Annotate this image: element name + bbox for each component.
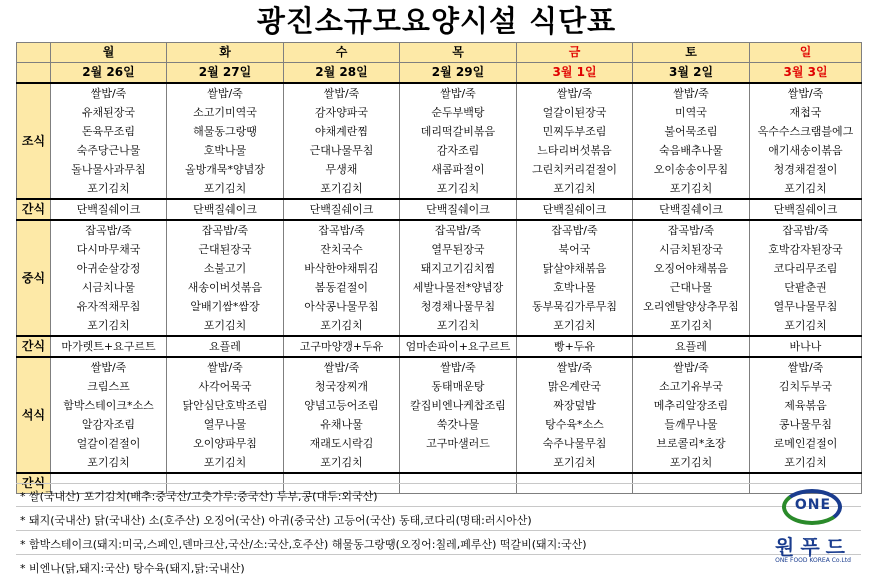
snack-cell: 고구마양갱+두유 xyxy=(284,336,400,357)
meal-label: 간식 xyxy=(17,199,51,220)
menu-cell: 돈육무조림 xyxy=(51,122,167,141)
menu-cell: 로메인겉절이 xyxy=(750,434,862,453)
menu-cell: 동부묵김가루무침 xyxy=(517,297,633,316)
menu-cell: 포기김치 xyxy=(750,453,862,473)
menu-cell: 오리엔탈양상추무침 xyxy=(633,297,750,316)
menu-cell: 감자조림 xyxy=(400,141,517,160)
menu-cell: 포기김치 xyxy=(400,316,517,336)
menu-cell: 유채나물 xyxy=(284,415,400,434)
meal-row xyxy=(17,453,862,473)
menu-cell: 세발나물전*양념장 xyxy=(400,278,517,297)
menu-cell: 닭안심단호박조림 xyxy=(167,396,284,415)
menu-cell: 포기김치 xyxy=(750,179,862,199)
menu-cell: 순두부백탕 xyxy=(400,103,517,122)
menu-cell: 잡곡밥/죽 xyxy=(51,220,167,240)
menu-cell: 쌀밥/죽 xyxy=(633,83,750,103)
corner-cell xyxy=(17,43,51,63)
menu-cell: 유채된장국 xyxy=(51,103,167,122)
menu-cell: 맑은계란국 xyxy=(517,377,633,396)
menu-cell: 열무나물무침 xyxy=(750,297,862,316)
snack-cell: 엄마손파이+요구르트 xyxy=(400,336,517,357)
day-name: 수 xyxy=(284,43,400,63)
menu-cell xyxy=(400,453,517,473)
origin-notes xyxy=(16,483,861,578)
origin-note: * 함박스테이크(돼지:미국,스페인,덴마크산,국산/소:국산,호주산) 해물동그랑땡(오징어:칠레,페루산) 떡갈비(돼지:국산) xyxy=(20,538,587,551)
day-date: 2월 26일 xyxy=(51,63,167,84)
menu-cell: 불어묵조림 xyxy=(633,122,750,141)
snack-cell: 단백질쉐이크 xyxy=(633,199,750,220)
menu-cell: 쌀밥/죽 xyxy=(51,357,167,377)
menu-cell: 열무된장국 xyxy=(400,240,517,259)
menu-cell: 포기김치 xyxy=(284,316,400,336)
meal-row xyxy=(17,240,862,259)
day-name: 토 xyxy=(633,43,750,63)
meal-row xyxy=(17,141,862,160)
menu-cell: 코다리무조림 xyxy=(750,259,862,278)
meal-row xyxy=(17,278,862,297)
menu-cell: 열무나물 xyxy=(167,415,284,434)
meal-row xyxy=(17,434,862,453)
menu-cell: 소고기유부국 xyxy=(633,377,750,396)
menu-cell: 함박스테이크*소스 xyxy=(51,396,167,415)
menu-cell: 잡곡밥/죽 xyxy=(750,220,862,240)
day-date: 2월 27일 xyxy=(167,63,284,84)
day-date: 3월 2일 xyxy=(633,63,750,84)
snack-cell: 바나나 xyxy=(750,336,862,357)
day-date: 3월 1일 xyxy=(517,63,633,84)
day-name: 일 xyxy=(750,43,862,63)
menu-cell: 메추리알장조림 xyxy=(633,396,750,415)
menu-cell: 잔치국수 xyxy=(284,240,400,259)
menu-cell: 아삭콩나물무침 xyxy=(284,297,400,316)
menu-cell: 잡곡밥/죽 xyxy=(633,220,750,240)
snack-cell: 요플레 xyxy=(167,336,284,357)
menu-cell: 미역국 xyxy=(633,103,750,122)
menu-cell: 양념고등어조림 xyxy=(284,396,400,415)
menu-cell: 근대나물무침 xyxy=(284,141,400,160)
menu-cell: 쌀밥/죽 xyxy=(400,357,517,377)
menu-cell: 닭살야채볶음 xyxy=(517,259,633,278)
menu-cell: 소고기미역국 xyxy=(167,103,284,122)
menu-cell: 애기새송이볶음 xyxy=(750,141,862,160)
day-date: 2월 29일 xyxy=(400,63,517,84)
menu-cell: 오이송송이무침 xyxy=(633,160,750,179)
meal-row xyxy=(17,179,862,199)
menu-cell: 쌀밥/죽 xyxy=(750,83,862,103)
corner-cell xyxy=(17,63,51,84)
meal-row xyxy=(17,297,862,316)
menu-cell: 쌀밥/죽 xyxy=(167,83,284,103)
menu-cell: 얼갈이겉절이 xyxy=(51,434,167,453)
meal-row xyxy=(17,160,862,179)
menu-cell: 크림스프 xyxy=(51,377,167,396)
menu-cell: 단팥춘권 xyxy=(750,278,862,297)
day-header-row xyxy=(17,43,862,63)
snack-cell: 단백질쉐이크 xyxy=(750,199,862,220)
meal-row xyxy=(17,316,862,336)
menu-cell: 쌀밥/죽 xyxy=(750,357,862,377)
menu-cell: 시금치나물 xyxy=(51,278,167,297)
menu-cell: 쌀밥/죽 xyxy=(517,83,633,103)
meal-row xyxy=(17,220,862,240)
menu-cell: 청경채나물무침 xyxy=(400,297,517,316)
menu-cell: 잡곡밥/죽 xyxy=(284,220,400,240)
menu-cell: 알배기쌈*쌈장 xyxy=(167,297,284,316)
menu-cell: 호박나물 xyxy=(167,141,284,160)
menu-cell: 포기김치 xyxy=(517,316,633,336)
snack-row xyxy=(17,336,862,357)
menu-cell: 오징어야채볶음 xyxy=(633,259,750,278)
menu-cell: 바삭한야채튀김 xyxy=(284,259,400,278)
menu-cell: 다시마무채국 xyxy=(51,240,167,259)
menu-cell: 시금치된장국 xyxy=(633,240,750,259)
menu-cell: 포기김치 xyxy=(167,316,284,336)
menu-cell: 호박감자된장국 xyxy=(750,240,862,259)
menu-cell: 야채계란찜 xyxy=(284,122,400,141)
menu-cell: 고구마샐러드 xyxy=(400,434,517,453)
day-date: 3월 3일 xyxy=(750,63,862,84)
meal-row xyxy=(17,83,862,103)
menu-cell: 숙주당근나물 xyxy=(51,141,167,160)
snack-cell: 마가렛트+요구르트 xyxy=(51,336,167,357)
menu-cell: 포기김치 xyxy=(51,453,167,473)
snack-cell: 단백질쉐이크 xyxy=(51,199,167,220)
snack-cell: 단백질쉐이크 xyxy=(400,199,517,220)
menu-cell: 유자적채무침 xyxy=(51,297,167,316)
menu-cell: 포기김치 xyxy=(517,179,633,199)
meal-label: 조식 xyxy=(17,83,51,199)
menu-cell: 데리떡갈비볶음 xyxy=(400,122,517,141)
meal-label: 간식 xyxy=(17,473,51,494)
menu-cell: 돼지고기김치찜 xyxy=(400,259,517,278)
menu-cell: 쌀밥/죽 xyxy=(400,83,517,103)
menu-cell: 청국장찌개 xyxy=(284,377,400,396)
menu-cell: 근대된장국 xyxy=(167,240,284,259)
menu-cell: 쌀밥/죽 xyxy=(284,357,400,377)
date-header-row xyxy=(17,63,862,84)
menu-cell: 포기김치 xyxy=(51,316,167,336)
logo-mark: ONE xyxy=(794,497,832,513)
menu-cell: 호박나물 xyxy=(517,278,633,297)
menu-cell: 포기김치 xyxy=(400,179,517,199)
menu-cell: 포기김치 xyxy=(167,179,284,199)
meal-row xyxy=(17,357,862,377)
menu-cell: 포기김치 xyxy=(633,316,750,336)
meal-label: 중식 xyxy=(17,220,51,336)
menu-cell: 콩나물무침 xyxy=(750,415,862,434)
day-name: 월 xyxy=(51,43,167,63)
menu-cell: 숙주나물무침 xyxy=(517,434,633,453)
menu-cell: 재래도시락김 xyxy=(284,434,400,453)
page-title: 광진소규모요양시설 식단표 xyxy=(256,4,617,38)
origin-note: * 쌀(국내산) 포기김치(배추:중국산/고춧가루:중국산) 두부,콩(대두:외국산) xyxy=(20,490,378,503)
day-name: 금 xyxy=(517,43,633,63)
menu-cell: 포기김치 xyxy=(167,453,284,473)
menu-cell: 민찌두부조림 xyxy=(517,122,633,141)
one-food-logo xyxy=(770,487,860,577)
menu-cell: 잡곡밥/죽 xyxy=(167,220,284,240)
menu-cell: 쌀밥/죽 xyxy=(51,83,167,103)
menu-cell: 잡곡밥/죽 xyxy=(400,220,517,240)
menu-cell: 감자양파국 xyxy=(284,103,400,122)
menu-cell: 쑥갓나물 xyxy=(400,415,517,434)
menu-cell: 그린치커리겉절이 xyxy=(517,160,633,179)
meal-row xyxy=(17,396,862,415)
menu-table xyxy=(16,42,862,494)
menu-cell: 북어국 xyxy=(517,240,633,259)
menu-cell: 무생채 xyxy=(284,160,400,179)
menu-cell: 새송이버섯볶음 xyxy=(167,278,284,297)
menu-cell: 브로콜리*초장 xyxy=(633,434,750,453)
snack-row xyxy=(17,199,862,220)
menu-cell: 동태매운탕 xyxy=(400,377,517,396)
menu-cell: 알감자조림 xyxy=(51,415,167,434)
menu-cell: 잡곡밥/죽 xyxy=(517,220,633,240)
menu-cell: 얼갈이된장국 xyxy=(517,103,633,122)
meal-row xyxy=(17,377,862,396)
menu-cell: 옥수수스크램블에그 xyxy=(750,122,862,141)
menu-cell: 포기김치 xyxy=(51,179,167,199)
snack-cell: 빵+두유 xyxy=(517,336,633,357)
menu-cell: 쌀밥/죽 xyxy=(633,357,750,377)
menu-cell: 새콤파절이 xyxy=(400,160,517,179)
menu-cell: 포기김치 xyxy=(633,179,750,199)
snack-cell: 요플레 xyxy=(633,336,750,357)
meal-row xyxy=(17,415,862,434)
menu-cell: 느타리버섯볶음 xyxy=(517,141,633,160)
menu-cell: 소불고기 xyxy=(167,259,284,278)
menu-cell: 포기김치 xyxy=(284,179,400,199)
meal-row xyxy=(17,103,862,122)
menu-cell: 들깨무나물 xyxy=(633,415,750,434)
menu-cell: 김치두부국 xyxy=(750,377,862,396)
menu-cell: 쌀밥/죽 xyxy=(167,357,284,377)
menu-cell: 포기김치 xyxy=(284,453,400,473)
snack-cell: 단백질쉐이크 xyxy=(284,199,400,220)
meal-row xyxy=(17,259,862,278)
menu-cell: 청경채겉절이 xyxy=(750,160,862,179)
day-date: 2월 28일 xyxy=(284,63,400,84)
menu-cell: 오이양파무침 xyxy=(167,434,284,453)
menu-cell: 숙음배추나물 xyxy=(633,141,750,160)
menu-cell: 칼집비엔나케찹조림 xyxy=(400,396,517,415)
menu-cell: 포기김치 xyxy=(750,316,862,336)
menu-cell: 제육볶음 xyxy=(750,396,862,415)
menu-cell: 아귀순살강정 xyxy=(51,259,167,278)
menu-cell: 재첩국 xyxy=(750,103,862,122)
meal-label: 간식 xyxy=(17,336,51,357)
menu-cell: 해물동그랑땡 xyxy=(167,122,284,141)
menu-cell: 포기김치 xyxy=(517,453,633,473)
menu-cell: 탕수육*소스 xyxy=(517,415,633,434)
origin-note: * 돼지(국내산) 닭(국내산) 소(호주산) 오징어(국산) 아귀(중국산) 고등어(국산) 동태,코다리(명태:러시아산) xyxy=(20,514,532,527)
menu-cell: 사각어묵국 xyxy=(167,377,284,396)
snack-cell: 단백질쉐이크 xyxy=(517,199,633,220)
menu-cell: 쌀밥/죽 xyxy=(284,83,400,103)
meal-label: 석식 xyxy=(17,357,51,473)
logo-korean: 원푸드 xyxy=(775,535,851,559)
menu-cell: 봄동겉절이 xyxy=(284,278,400,297)
origin-note: * 비엔나(닭,돼지:국산) 탕수육(돼지,닭:국내산) xyxy=(20,562,245,575)
meal-row xyxy=(17,122,862,141)
menu-cell: 돌나물사과무침 xyxy=(51,160,167,179)
menu-cell: 포기김치 xyxy=(633,453,750,473)
menu-cell: 올방개묵*양념장 xyxy=(167,160,284,179)
menu-cell: 근대나물 xyxy=(633,278,750,297)
menu-cell: 쌀밥/죽 xyxy=(517,357,633,377)
day-name: 목 xyxy=(400,43,517,63)
menu-cell: 짜장덮밥 xyxy=(517,396,633,415)
logo-subtitle: ONE FOOD KOREA Co.Ltd xyxy=(775,557,851,564)
snack-cell: 단백질쉐이크 xyxy=(167,199,284,220)
day-name: 화 xyxy=(167,43,284,63)
